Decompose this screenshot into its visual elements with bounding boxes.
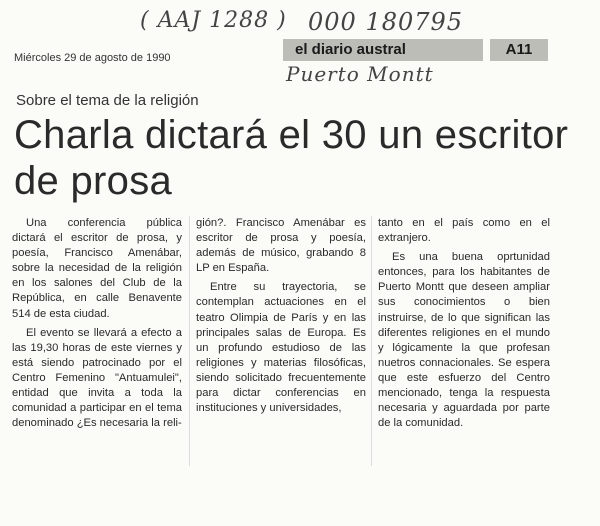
article-column-2 (196, 216, 366, 420)
handwritten-number: 000 180795 (308, 8, 464, 36)
paragraph: El evento se llevará a efecto a las 19,30 horas de este viernes y está siendo patrocinado por el Centro Femenino "Antuamulei", entidad que invita a toda la comunidad a participar en el tema denominado ¿Es necesaria la reli- (12, 326, 182, 430)
paragraph: gión?. Francisco Amenábar es escritor de prosa y poesía, además de músico, grabando 8 LP en España. (196, 217, 366, 275)
dateline: Miércoles 29 de agosto de 1990 (14, 52, 171, 64)
handwritten-reference: ( AAJ 1288 ) (140, 8, 287, 33)
column-divider (371, 216, 372, 466)
paragraph: Una conferencia pública dictará el escritor de prosa, y poesía, Francisco Amenábar, sobre la necesidad de la religión en los salones del Club de la República, en calle Benavente 514 de esta ciudad. (12, 217, 182, 320)
paragraph: tanto en el país como en el extranjero. (378, 217, 550, 245)
paragraph: Es una buena oprtunidad entonces, para los habitantes de Puerto Montt que deseen ampliar sus conocimientos o bien instruirse, de lo que significan las diferentes religiones en el mundo y lógicamente la que profesan nuetros connacionales. Se espera que este esfuerzo del Centro mencionado, tenga la respuesta necesaria y aguardada por parte de la comunidad. (378, 251, 550, 430)
column-divider (189, 216, 190, 466)
newspaper-name: el diario austral (283, 39, 483, 61)
paragraph: Entre su trayectoria, se contemplan actuaciones en el teatro Olimpia de París y en las principales salas de Europa. Es un profundo estudioso de las religiones y materias filosóficas, siendo solicitado frecuentemente para dictar conferencias en instituciones y universidades, (196, 281, 366, 415)
article-headline: Charla dictará el 30 un escritor de prosa (14, 113, 569, 203)
article-kicker: Sobre el tema de la religión (16, 92, 199, 109)
handwritten-city: Puerto Montt (286, 62, 434, 86)
article-column-1 (12, 216, 182, 435)
page-number: A11 (490, 39, 548, 61)
article-column-3 (378, 216, 550, 435)
